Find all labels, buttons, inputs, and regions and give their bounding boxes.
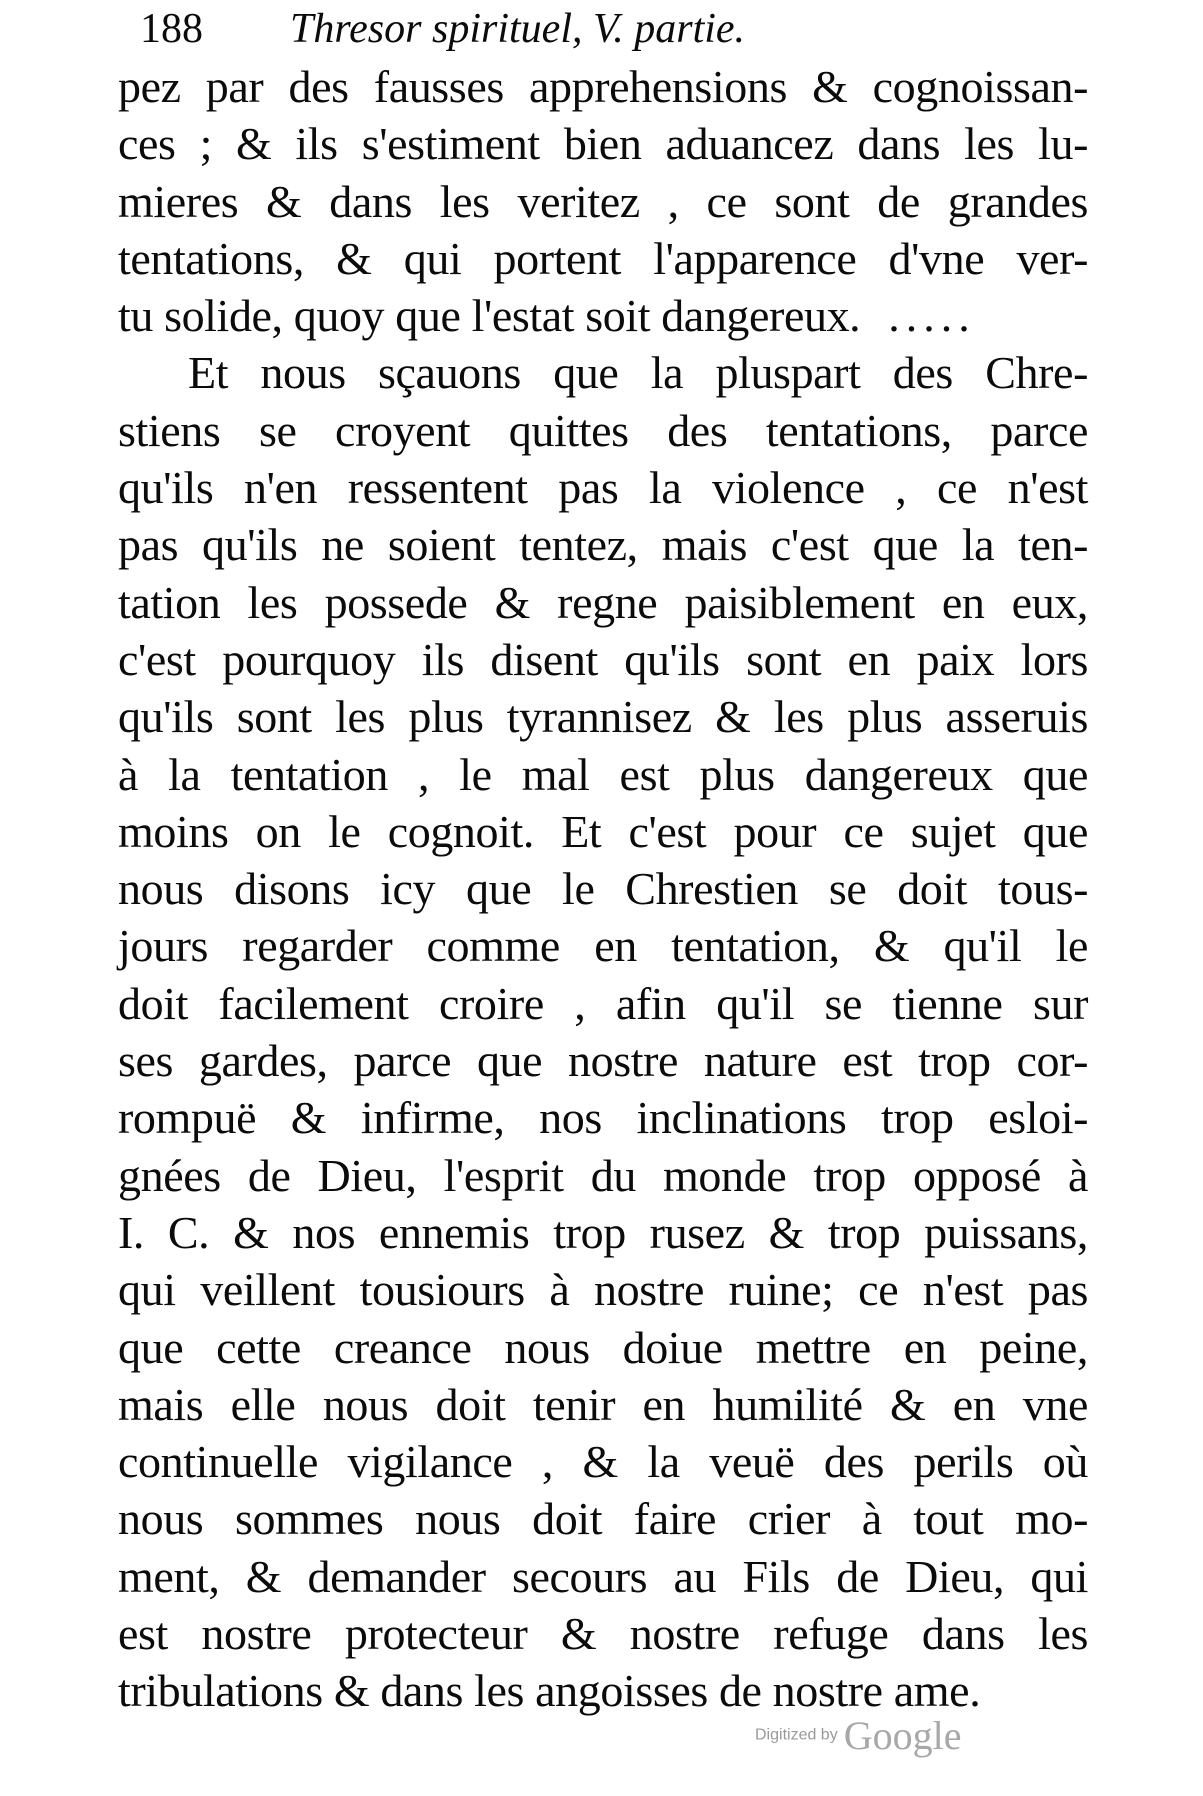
google-logo: Google [843, 1713, 962, 1758]
watermark-prefix: Digitized by [755, 1726, 838, 1744]
text-line: c'est pourquoy ils disent qu'ils sont en paix lors [118, 633, 1088, 685]
text-line: qu'ils n'en ressentent pas la violence , ce n'est [118, 462, 1088, 514]
text-line: ment, & demander secours au Fils de Dieu, qui [118, 1550, 1088, 1602]
page-number: 188 [140, 6, 203, 52]
digitization-watermark [755, 1712, 1055, 1760]
text-line: que cette creance nous doiue mettre en peine, [118, 1321, 1088, 1373]
text-line: Et nous sçauons que la pluspart des Chre- [188, 347, 1088, 399]
text-line: pas qu'ils ne soient tentez, mais c'est que la ten- [118, 519, 1088, 571]
text-line: tation les possede & regne paisiblement en eux, [118, 576, 1088, 628]
text-line: moins on le cognoit. Et c'est pour ce sujet que [118, 805, 1088, 857]
text-line [118, 287, 1088, 344]
text-line: nous disons icy que le Chrestien se doit tous- [118, 863, 1088, 915]
page-header [140, 4, 940, 54]
paragraph-ornament: ..... [888, 290, 976, 342]
text-line: continuelle vigilance , & la veuë des perils où [118, 1436, 1088, 1488]
text-line: mieres & dans les veritez , ce sont de grandes [118, 175, 1088, 227]
text-line: I. C. & nos ennemis trop rusez & trop puissans, [118, 1206, 1088, 1258]
text-line: mais elle nous doit tenir en humilité & en vne [118, 1378, 1088, 1430]
text-line: qui veillent tousiours à nostre ruine; ce n'est pas [118, 1264, 1088, 1316]
text-line: ses gardes, parce que nostre nature est trop cor- [118, 1035, 1088, 1087]
text-line: nous sommes nous doit faire crier à tout mo- [118, 1493, 1088, 1545]
text-line: gnées de Dieu, l'esprit du monde trop opposé à [118, 1149, 1088, 1201]
text-line: pez par des fausses apprehensions & cognoissan- [118, 61, 1088, 112]
text-line: qu'ils sont les plus tyrannisez & les plus asseruis [118, 691, 1088, 743]
text-line: à la tentation , le mal est plus dangereux que [118, 748, 1088, 800]
text-line: tribulations & dans les angoisses de nostre ame. [118, 1665, 981, 1717]
text-line: doit facilement croire , afin qu'il se tienne sur [118, 977, 1088, 1029]
text-line: jours regarder comme en tentation, & qu'il le [118, 920, 1088, 972]
text-line: ces ; & ils s'estiment bien aduancez dans les lu- [118, 118, 1088, 170]
body-text [118, 58, 1088, 1720]
text-line: rompuë & infirme, nos inclinations trop esloi- [118, 1092, 1088, 1144]
text-line: stiens se croyent quittes des tentations, parce [118, 404, 1088, 456]
text-line: est nostre protecteur & nostre refuge dans les [118, 1608, 1088, 1660]
text-line: tentations, & qui portent l'apparence d'vne ver- [118, 232, 1088, 284]
paragraph-end-text: tu solide, quoy que l'estat soit dangereux. [118, 290, 861, 342]
running-title: Thresor spirituel, V. partie. [290, 6, 746, 52]
